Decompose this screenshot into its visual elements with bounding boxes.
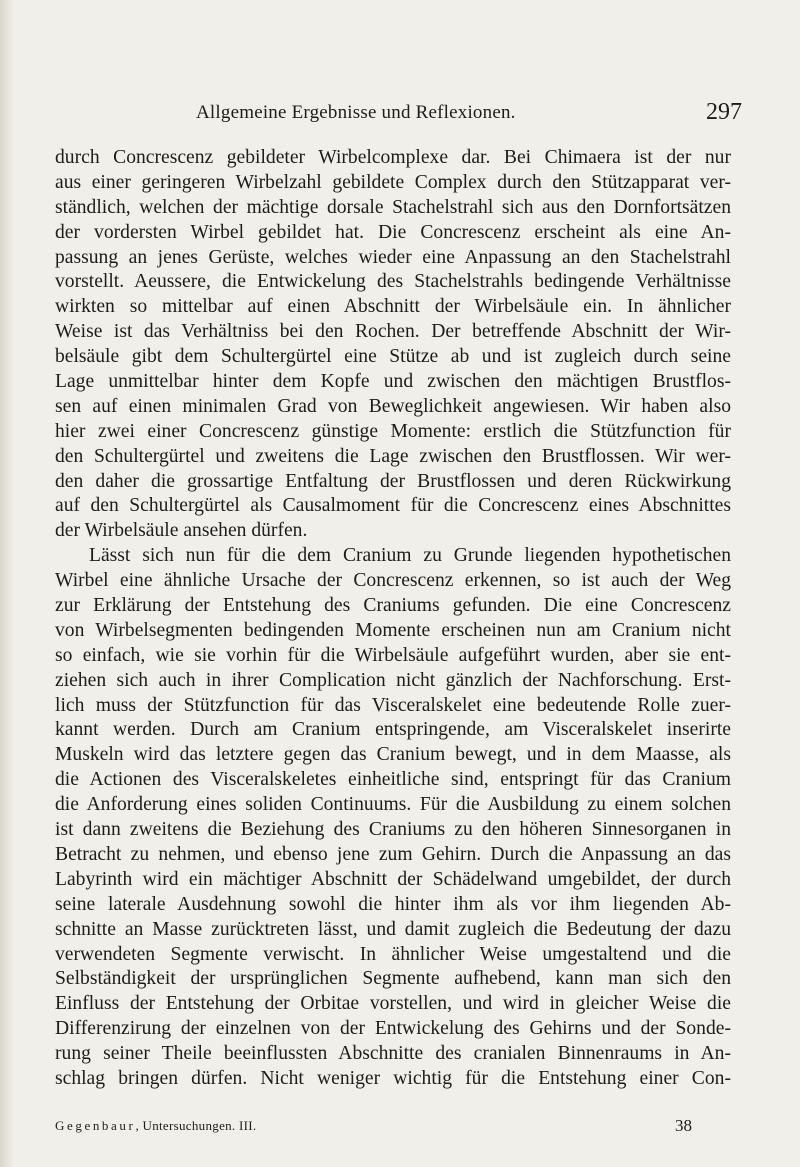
- text-line: Betracht zu nehmen, und ebenso jene zum Gehirn. Durch die Anpassung an das: [55, 843, 731, 865]
- text-line: passung an jenes Gerüste, welches wieder eine Anpassung an den Stachelstrahl: [55, 246, 731, 268]
- text-line: seine laterale Ausdehnung sowohl die hinter ihm als vor ihm liegenden Ab-: [55, 893, 731, 915]
- text-line: so einfach, wie sie vorhin für die Wirbelsäule aufgeführt wurden, aber sie ent-: [55, 644, 731, 666]
- text-line: von Wirbelsegmenten bedingenden Momente erscheinen nun am Cranium nicht: [55, 619, 731, 641]
- text-line: die Anforderung eines soliden Continuums. Für die Ausbildung zu einem solchen: [55, 794, 731, 816]
- text-line: Einfluss der Entstehung der Orbitae vorstellen, und wird in gleicher Weise die: [55, 993, 731, 1015]
- text-line: hier zwei einer Concrescenz günstige Momente: erstlich die Stützfunction für: [55, 420, 731, 442]
- footer-citation: [55, 1118, 256, 1134]
- signature-mark: 38: [675, 1116, 692, 1135]
- text-line: der vordersten Wirbel gebildet hat. Die Concrescenz erscheint als eine An-: [55, 221, 731, 243]
- page-number: 297: [706, 99, 742, 125]
- page-edge-shadow: [0, 0, 14, 1167]
- text-line: sen auf einen minimalen Grad von Beweglichkeit angewiesen. Wir haben also: [55, 395, 731, 417]
- running-title: Allgemeine Ergebnisse und Reflexionen.: [196, 102, 516, 123]
- text-line: Differenzirung der einzelnen von der Entwickelung des Gehirns und der Sonde-: [55, 1018, 731, 1040]
- page-footer: [55, 1116, 731, 1140]
- text-line: Lage unmittelbar hinter dem Kopfe und zwischen den mächtigen Brustflos-: [55, 371, 731, 393]
- text-line: ziehen sich auch in ihrer Complication nicht gänzlich der Nachforschung. Erst-: [55, 669, 731, 691]
- text-line: Muskeln wird das letztere gegen das Cranium bewegt, und in dem Maasse, als: [55, 744, 731, 766]
- text-line: durch Concrescenz gebildeter Wirbelcomplexe dar. Bei Chimaera ist der nur: [55, 147, 731, 168]
- text-line: die Actionen des Visceralskeletes einheitliche sind, entspringt für das Cranium: [55, 769, 731, 791]
- text-line: aus einer geringeren Wirbelzahl gebildete Complex durch den Stützapparat ver-: [55, 171, 731, 193]
- text-line: rung seiner Theile beeinflussten Abschnitte des cranialen Binnenraums in An-: [55, 1043, 731, 1065]
- text-line: Labyrinth wird ein mächtiger Abschnitt der Schädelwand umgebildet, der durch: [55, 868, 731, 890]
- body-text: [55, 146, 731, 1092]
- text-line: vorstellt. Aeussere, die Entwickelung des Stachelstrahls bedingende Verhältnisse: [55, 271, 731, 293]
- text-line: ist dann zweitens die Beziehung des Craniums zu den höheren Sinnesorganen in: [55, 819, 731, 841]
- running-head: [0, 0, 800, 140]
- footer-author: Gegenbaur: [55, 1118, 136, 1133]
- paragraph-last-line: der Wirbelsäule ansehen dürfen.: [55, 520, 308, 542]
- text-line: auf den Schultergürtel als Causalmoment für die Concrescenz eines Abschnittes: [55, 495, 731, 517]
- text-line: wirkten so mittelbar auf einen Abschnitt der Wirbelsäule ein. In ähnlicher: [55, 296, 731, 318]
- text-line: Selbständigkeit der ursprünglichen Segmente aufhebend, kann man sich den: [55, 968, 731, 990]
- text-line: schlag bringen dürfen. Nicht weniger wichtig für die Entstehung einer Con-: [55, 1067, 731, 1089]
- text-line: ständlich, welchen der mächtige dorsale Stachelstrahl sich aus den Dornfortsätzen: [55, 196, 731, 218]
- text-line: Weise ist das Verhältniss bei den Rochen. Der betreffende Abschnitt der Wir-: [55, 321, 731, 343]
- text-line: lich muss der Stützfunction für das Visceralskelet eine bedeutende Rolle zuer-: [55, 694, 731, 716]
- text-line: Wirbel eine ähnliche Ursache der Concrescenz erkennen, so ist auch der Weg: [55, 570, 731, 592]
- paragraph-first-line: Lässt sich nun für die dem Cranium zu Grunde liegenden hypothetischen: [89, 545, 731, 567]
- text-line: schnitte an Masse zurücktreten lässt, und damit zugleich die Bedeutung der dazu: [55, 918, 731, 940]
- text-line: den Schultergürtel und zweitens die Lage zwischen den Brustflossen. Wir wer-: [55, 445, 731, 467]
- text-line: belsäule gibt dem Schultergürtel eine Stütze ab und ist zugleich durch seine: [55, 346, 731, 368]
- footer-work: , Untersuchungen. III.: [135, 1118, 257, 1133]
- text-line: den daher die grossartige Entfaltung der Brustflossen und deren Rückwirkung: [55, 470, 731, 492]
- text-line: kannt werden. Durch am Cranium entspringende, am Visceralskelet inserirte: [55, 719, 731, 741]
- text-line: verwendeten Segmente verwischt. In ähnlicher Weise umgestaltend und die: [55, 943, 731, 965]
- text-line: zur Erklärung der Entstehung des Craniums gefunden. Die eine Concrescenz: [55, 595, 731, 617]
